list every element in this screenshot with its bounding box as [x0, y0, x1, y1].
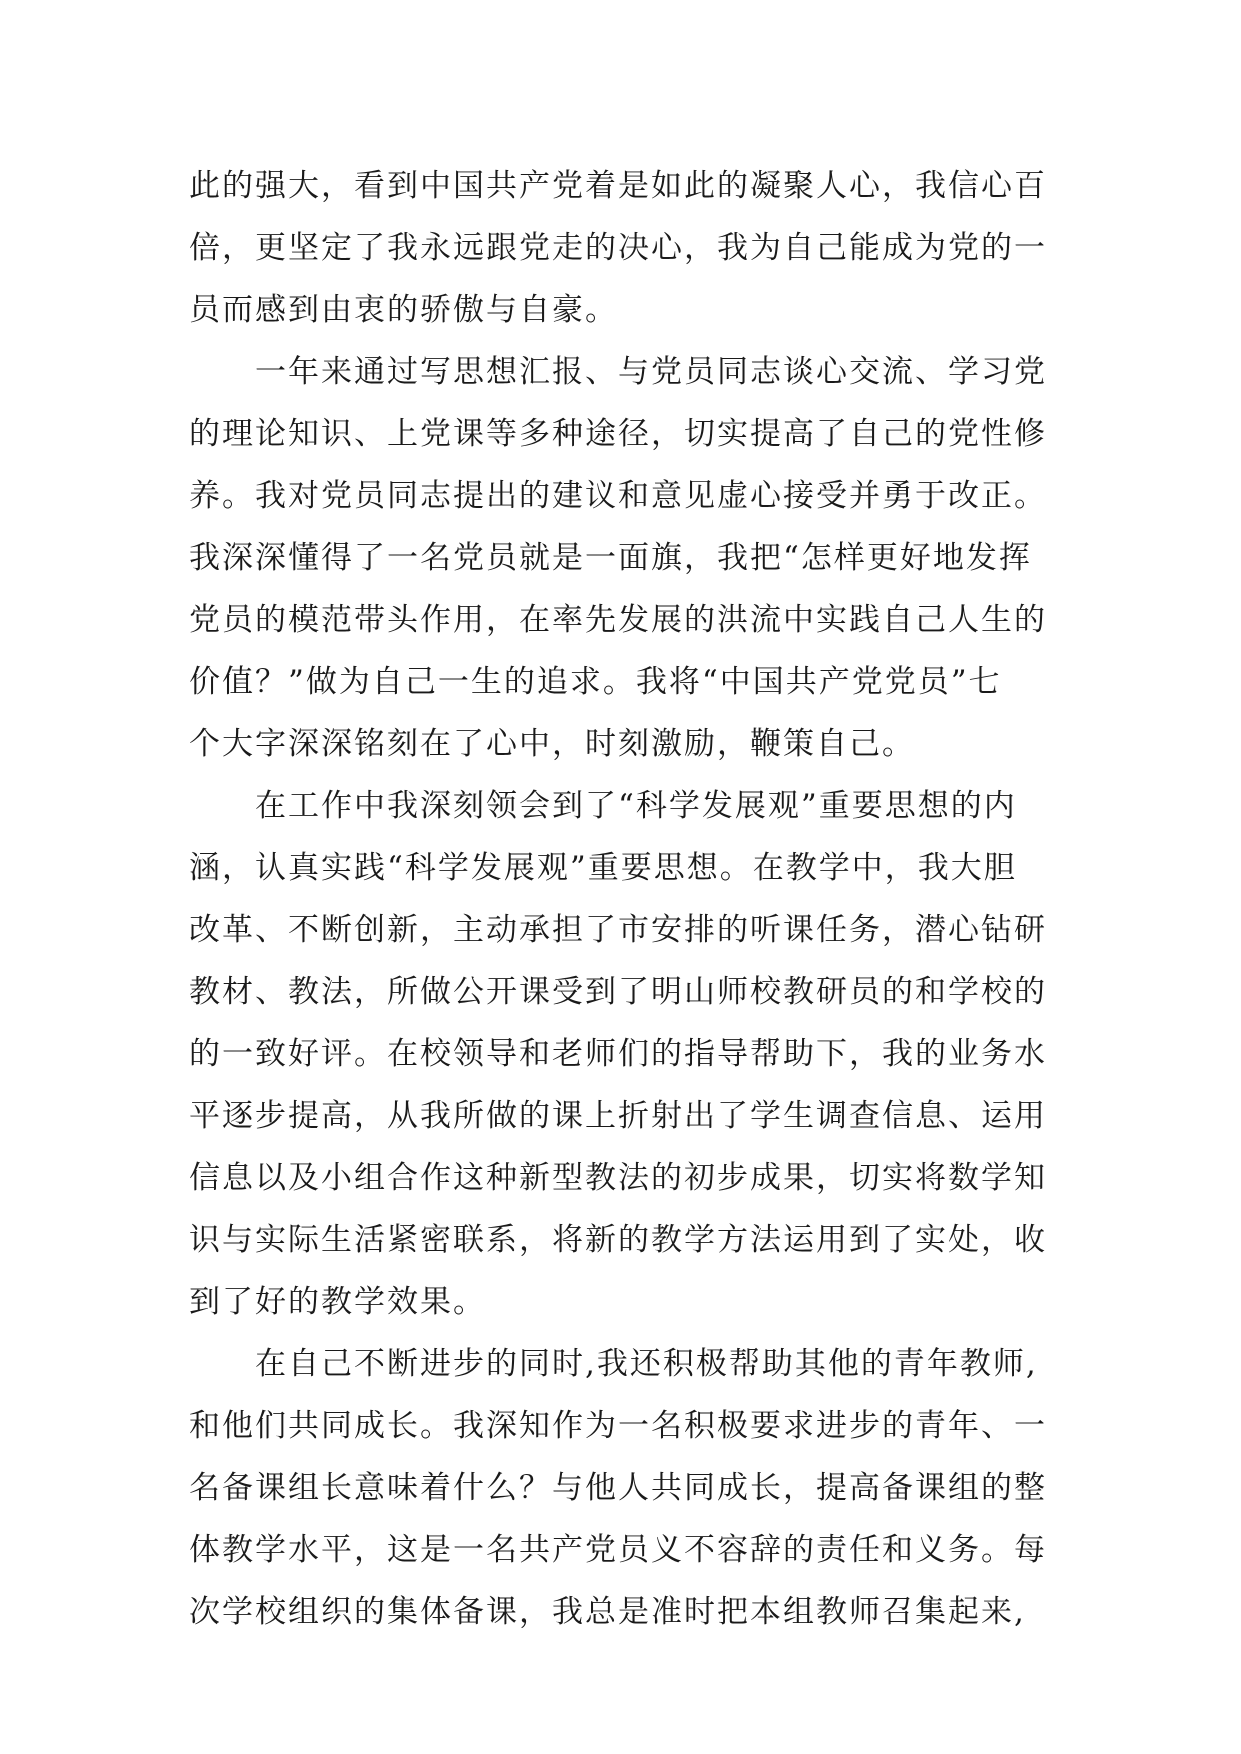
text-line: 个大字深深铭刻在了心中，时刻激励，鞭策自己。 — [189, 726, 915, 762]
text-line: 价值？”做为自己一生的追求。我将“中国共产党党员”七 — [189, 664, 1002, 700]
text-line: 我深深懂得了一名党员就是一面旗，我把“怎样更好地发挥 — [189, 540, 1032, 576]
text-line: 的理论知识、上党课等多种途径，切实提高了自己的党性修 — [189, 416, 1047, 452]
text-line: 识与实际生活紧密联系，将新的教学方法运用到了实处，收 — [189, 1222, 1047, 1258]
text-line: 在工作中我深刻领会到了“科学发展观”重要思想的内 — [255, 788, 1017, 824]
text-line: 员而感到由衷的骄傲与自豪。 — [189, 292, 618, 328]
document-body — [189, 155, 1069, 1643]
text-line: 信息以及小组合作这种新型教法的初步成果，切实将数学知 — [189, 1160, 1047, 1196]
text-line: 到了好的教学效果。 — [189, 1284, 486, 1320]
text-line: 次学校组织的集体备课，我总是准时把本组教师召集起来, — [189, 1594, 1026, 1630]
text-line: 党员的模范带头作用，在率先发展的洪流中实践自己人生的 — [189, 602, 1047, 638]
text-line: 倍，更坚定了我永远跟党走的决心，我为自己能成为党的一 — [189, 230, 1047, 266]
text-line: 涵，认真实践“科学发展观”重要思想。在教学中，我大胆 — [189, 850, 1017, 886]
text-line: 此的强大，看到中国共产党着是如此的凝聚人心，我信心百 — [189, 168, 1047, 204]
text-line: 养。我对党员同志提出的建议和意见虚心接受并勇于改正。 — [189, 478, 1047, 514]
text-line: 和他们共同成长。我深知作为一名积极要求进步的青年、一 — [189, 1408, 1047, 1444]
text-line: 一年来通过写思想汇报、与党员同志谈心交流、学习党 — [255, 354, 1047, 390]
text-line: 体教学水平，这是一名共产党员义不容辞的责任和义务。每 — [189, 1532, 1047, 1568]
text-line: 改革、不断创新，主动承担了市安排的听课任务，潜心钻研 — [189, 912, 1047, 948]
text-line: 平逐步提高，从我所做的课上折射出了学生调查信息、运用 — [189, 1098, 1047, 1134]
text-line: 教材、教法，所做公开课受到了明山师校教研员的和学校的 — [189, 974, 1047, 1010]
text-line: 的一致好评。在校领导和老师们的指导帮助下，我的业务水 — [189, 1036, 1047, 1072]
text-line: 在自己不断进步的同时,我还积极帮助其他的青年教师, — [255, 1346, 1038, 1382]
text-line: 名备课组长意味着什么？与他人共同成长，提高备课组的整 — [189, 1470, 1047, 1506]
